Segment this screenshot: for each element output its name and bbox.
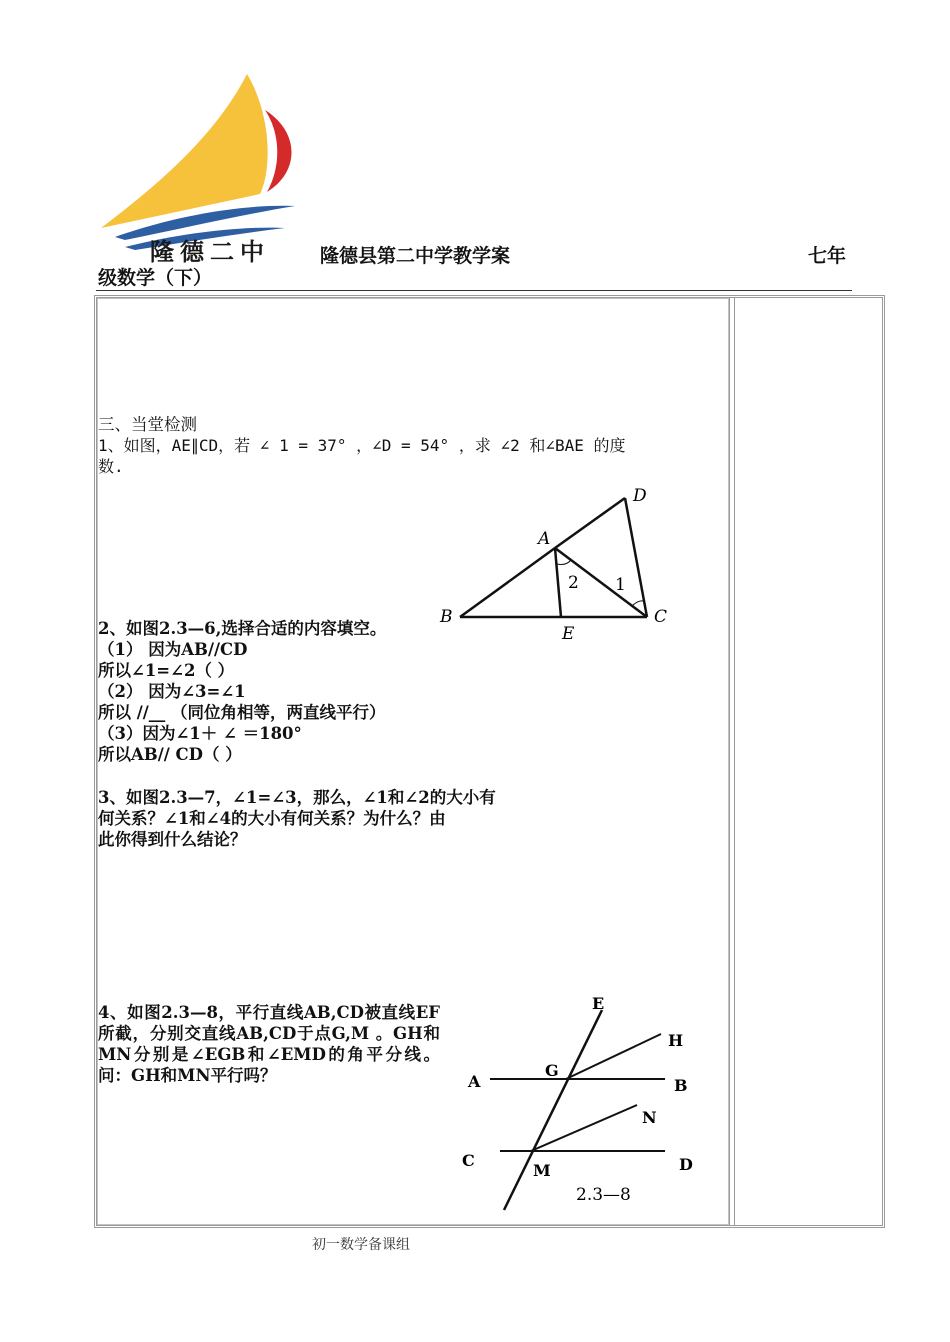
label-c: C: [462, 1151, 475, 1170]
q3-line-3: 此你得到什么结论？: [98, 830, 247, 849]
line-dc: [625, 498, 647, 617]
label-a: A: [538, 529, 551, 549]
school-title: 隆德县第二中学教学案: [320, 245, 511, 267]
q1-line-2: 数.: [98, 457, 124, 476]
figure-caption: 2.3—8: [576, 1185, 631, 1205]
q2-line-6: 所以AB// CD（ ）: [98, 745, 242, 764]
angle-1-arc: [632, 601, 644, 606]
logo-text: 隆德二中: [150, 237, 270, 266]
line-ae: [555, 548, 561, 617]
q2-line-2: 所以∠1=∠2（ ）: [98, 661, 235, 680]
q2-line-4: 所以 //__ （同位角相等，两直线平行）: [98, 703, 386, 722]
q3-line-1: 3、如图2.3—7，∠1=∠3，那么，∠1和∠2的大小有: [98, 788, 496, 807]
section-title: 三、当堂检测: [98, 415, 197, 434]
label-d: D: [633, 486, 647, 506]
q2-title: 2、如图2.3—6,选择合适的内容填空。: [98, 619, 387, 638]
q3-line-2: 何关系？∠1和∠4的大小有何关系？为什么？由: [98, 809, 446, 828]
label-c: C: [654, 607, 668, 627]
label-n: N: [642, 1108, 657, 1127]
label-h: H: [668, 1031, 684, 1050]
q2-line-1: （1） 因为AB//CD: [98, 640, 248, 659]
label-m: M: [533, 1161, 551, 1180]
label-b: B: [674, 1076, 688, 1095]
header-rule: [96, 290, 852, 291]
q4-parallel-lines-figure: [460, 990, 700, 1215]
label-g: G: [545, 1061, 559, 1080]
q1-triangle-figure: [430, 478, 680, 648]
label-e: E: [592, 994, 605, 1013]
label-2: 2: [568, 573, 579, 593]
label-d: D: [679, 1155, 693, 1174]
label-b: B: [440, 607, 453, 627]
q4-text: 4、如图2.3—8，平行直线AB,CD被直线EF所截，分别交直线AB,CD于点G,M 。GH和MN分别是∠EGB和∠EMD的角平分线。问：GH和MN平行吗？: [98, 1003, 440, 1085]
line-ef: [504, 1010, 602, 1210]
line-ba: [460, 548, 555, 617]
q2-line-3: （2） 因为∠3=∠1: [98, 682, 246, 701]
column-divider: [729, 298, 735, 1225]
grade-prefix: 七年: [808, 245, 847, 267]
line-mn: [531, 1105, 637, 1151]
label-e: E: [562, 624, 575, 644]
logo-yellow-sail: [101, 74, 268, 228]
angle-2-arc: [557, 560, 571, 565]
label-a: A: [468, 1072, 481, 1091]
label-1: 1: [615, 575, 626, 595]
line-ad: [555, 498, 625, 548]
grade-suffix: 级数学（下）: [98, 267, 213, 289]
q2-line-5: （3）因为∠1＋ ∠ ＝180°: [98, 724, 302, 743]
q1-line-1: 1、如图，AE∥CD，若 ∠ 1 = 37° ，∠D = 54° ，求 ∠2 和∠BAE 的度: [98, 436, 626, 455]
logo-red-sail: [265, 110, 292, 192]
footer-text: 初一数学备课组: [312, 1237, 410, 1253]
